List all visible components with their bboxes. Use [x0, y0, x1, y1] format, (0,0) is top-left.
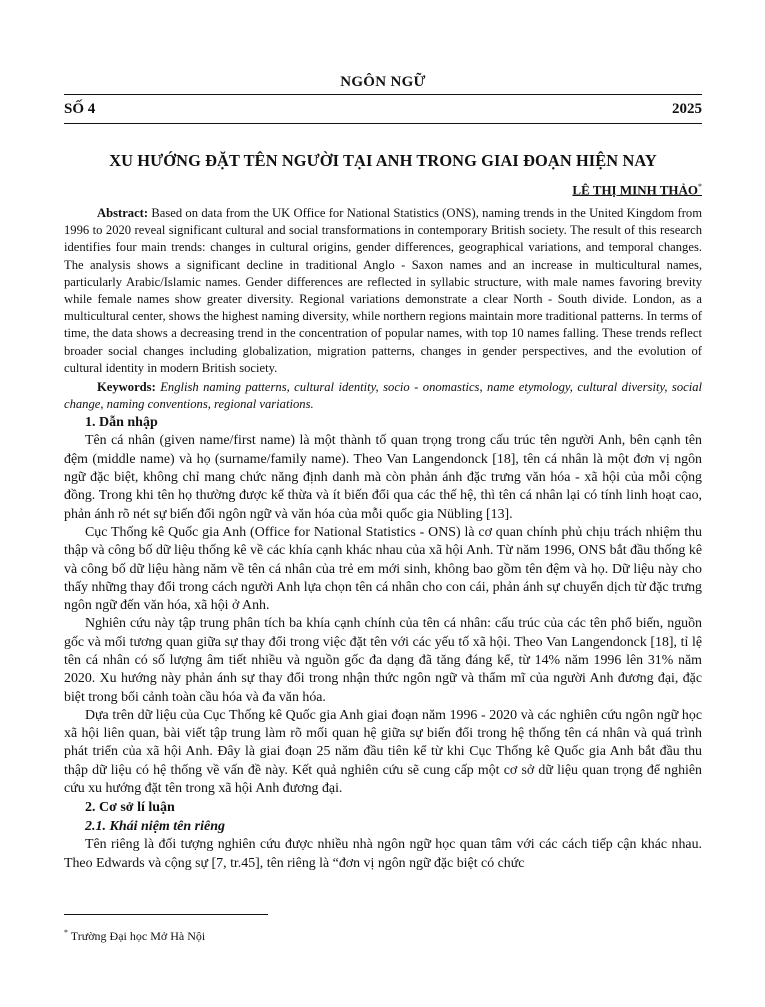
- issue-year: 2025: [672, 101, 702, 117]
- keywords-label: Keywords:: [97, 380, 156, 395]
- author-name: [572, 182, 702, 198]
- header-rule-top: [64, 94, 702, 95]
- paragraph: Tên cá nhân (given name/first name) là một thành tố quan trọng trong cấu trúc tên người Anh, bên cạnh tên đệm (middle name) và họ (surname/family name). Theo Van Langendonck [18], tên cá nhân là một đơn vị ngôn ngữ đặc biệt, không chỉ mang chức năng định danh mà còn phản ánh đặc trưng văn hóa - xã hội của mỗi cộng đồng. Trong khi tên họ thường được kế thừa và ít biến đổi qua các thế hệ, thì tên cá nhân lại có tính linh hoạt cao, phản ánh rõ nét sự biến đổi ngôn ngữ và văn hóa của mỗi quốc gia Nübling [13].: [64, 433, 702, 522]
- article-body: [64, 205, 702, 873]
- header-rule-bottom: [64, 123, 702, 124]
- section-2-1-heading: 2.1. Khái niệm tên riêng: [85, 819, 226, 835]
- issue-number: SỐ 4: [64, 101, 96, 117]
- section-1-heading: 1. Dẫn nhập: [85, 415, 158, 431]
- footnote-mark: *: [64, 928, 68, 937]
- paragraph: Dựa trên dữ liệu của Cục Thống kê Quốc gia Anh giai đoạn năm 1996 - 2020 và các nghiên cứu ngôn ngữ học xã hội liên quan, bài viết tập trung làm rõ mối quan hệ giữa sự biến đổi trong hệ thống tên cá nhân và quá trình phát triển của xã hội Anh. Đây là giai đoạn 25 năm đầu tiên kể từ khi Cục Thống kê Quốc gia Anh bắt đầu thu thập dữ liệu có hệ thống về vấn đề này. Kết quả nghiên cứu sẽ cung cấp một cơ sở dữ liệu quan trọng để nghiên cứu xu hướng đặt tên trong xã hội Anh đương đại.: [64, 707, 702, 797]
- keywords-text: English naming patterns, cultural identity, socio - onomastics, name etymology, cultural diversity, social change, naming conventions, regional variations.: [64, 380, 702, 412]
- author-mark: *: [698, 182, 702, 191]
- section-2-heading: 2. Cơ sở lí luận: [85, 800, 175, 816]
- paragraph: Cục Thống kê Quốc gia Anh (Office for National Statistics - ONS) là cơ quan chính phủ chịu trách nhiệm thu thập và công bố dữ liệu thống kê về các khía cạnh khác nhau của xã hội Anh. Từ năm 1996, ONS bắt đầu thống kê và công bố dữ liệu hàng năm về tên cá nhân của trẻ em mới sinh, không bao gồm tên đệm và họ. Dữ liệu này cho thấy những thay đổi trong cách người Anh lựa chọn tên cá nhân cho con cái, phản ánh sự chuyển dịch từ đặc trưng ngôn ngữ đến văn hóa, xã hội ở Anh.: [64, 524, 702, 614]
- journal-name: NGÔN NGỮ: [340, 74, 426, 90]
- author-name-text: LÊ THỊ MINH THẢO: [572, 182, 698, 198]
- footnote-rule: [64, 914, 268, 915]
- abstract-text: Based on data from the UK Office for National Statistics (ONS), naming trends in the United Kingdom from 1996 to 2020 reveal significant cultural and social transformations in contemporary British society. The result of this research identifies four main trends: changes in cultural origins, gender differences, geographical variations, and temporal changes. The analysis shows a significant decline in traditional Anglo - Saxon names and an increase in multicultural names, particularly Arabic/Islamic names. Gender differences are reflected in syllabic structure, with male names favoring brevity while female names show greater diversity. Regional variations demonstrate a clear North - South divide. London, as a multicultural center, shows the highest naming diversity, while northern regions maintain more traditional patterns. In terms of time, the data shows a decreasing trend in the concentration of popular names, with top 10 names falling. These trends reflect broader social changes including globalization, migration patterns, changes in gender perspectives, and the evolution of cultural identity in modern British society.: [64, 206, 702, 375]
- abstract-label: Abstract:: [97, 206, 149, 220]
- abstract: [64, 205, 702, 377]
- keywords: [64, 379, 702, 413]
- article-title: XU HƯỚNG ĐẶT TÊN NGƯỜI TẠI ANH TRONG GIAI ĐOẠN HIỆN NAY: [109, 151, 657, 170]
- paragraph: Nghiên cứu này tập trung phân tích ba khía cạnh chính của tên cá nhân: cấu trúc của các tên phổ biến, nguồn gốc và mối tương quan giữa sự thay đổi trong việc đặt tên với các yếu tố xã hội. Theo Van Langendonck [18], tỉ lệ tên cá nhân có số lượng âm tiết nhiều và nguồn gốc đa dạng đã tăng đáng kể, từ 14% năm 1996 lên 31% năm 2020. Xu hướng này phản ánh sự thay đổi trong nhận thức ngôn ngữ và thẩm mĩ của người Anh đương đại, đặc biệt trong bối cảnh toàn cầu hóa và đa văn hóa.: [64, 616, 702, 705]
- issue-row: [64, 101, 702, 118]
- footnote-text: Trường Đại học Mở Hà Nội: [70, 929, 206, 943]
- footnote: [64, 928, 205, 944]
- paragraph: Tên riêng là đối tượng nghiên cứu được nhiều nhà ngôn ngữ học quan tâm với các cách tiếp cận khác nhau. Theo Edwards và cộng sự [7, tr.45], tên riêng là “đơn vị ngôn ngữ đặc biệt có chức: [64, 837, 702, 871]
